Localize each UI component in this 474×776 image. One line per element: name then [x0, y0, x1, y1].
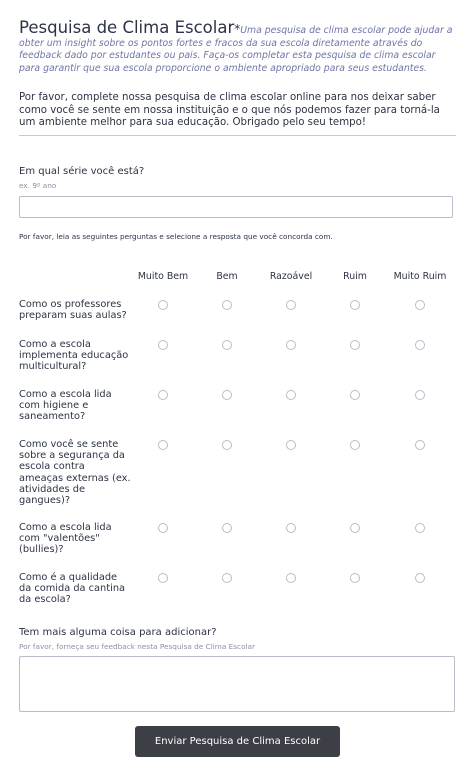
radio-muito-ruim[interactable]: [415, 573, 425, 583]
matrix-row-label: Como a escola lida com "valentões" (bullies)?: [19, 522, 112, 556]
matrix-row-label: Como os professores preparam suas aulas?: [19, 299, 127, 322]
column-header-razoavel: Razoável: [269, 271, 313, 282]
radio-bem[interactable]: [222, 390, 232, 400]
radio-ruim[interactable]: [350, 573, 360, 583]
feedback-question-sublabel: Por favor, forneça seu feedback nesta Pesquisa de Clima Escolar: [19, 642, 256, 651]
form-header: [19, 18, 456, 130]
matrix-row-label: Como é a qualidade da comida da cantina da escola?: [19, 572, 126, 606]
radio-muito-ruim[interactable]: [415, 340, 425, 350]
radio-muito-bem[interactable]: [158, 523, 168, 533]
radio-muito-bem[interactable]: [158, 300, 168, 310]
radio-muito-ruim[interactable]: [415, 440, 425, 450]
radio-ruim[interactable]: [350, 300, 360, 310]
radio-ruim[interactable]: [350, 523, 360, 533]
grade-question-label: Em qual série você está?: [19, 166, 145, 177]
radio-razoavel[interactable]: [286, 440, 296, 450]
radio-bem[interactable]: [222, 523, 232, 533]
radio-razoavel[interactable]: [286, 523, 296, 533]
radio-muito-bem[interactable]: [158, 390, 168, 400]
column-header-ruim: Ruim: [343, 271, 367, 282]
radio-muito-ruim[interactable]: [415, 523, 425, 533]
radio-muito-bem[interactable]: [158, 340, 168, 350]
column-header-bem: Bem: [216, 271, 238, 282]
required-star: *: [234, 22, 241, 36]
radio-razoavel[interactable]: [286, 573, 296, 583]
radio-ruim[interactable]: [350, 390, 360, 400]
matrix-instructions: Por favor, leia as seguintes perguntas e selecione a resposta que você concorda com.: [19, 232, 333, 241]
title-block: [19, 18, 456, 75]
radio-razoavel[interactable]: [286, 390, 296, 400]
feedback-question-label: Tem mais alguma coisa para adicionar?: [19, 627, 217, 638]
feedback-textarea[interactable]: [19, 656, 455, 712]
column-header-muito-bem: Muito Bem: [137, 271, 189, 282]
radio-bem[interactable]: [222, 440, 232, 450]
matrix-row-label: Como a escola implementa educação multicultural?: [19, 339, 129, 373]
radio-bem[interactable]: [222, 573, 232, 583]
radio-muito-ruim[interactable]: [415, 390, 425, 400]
radio-muito-bem[interactable]: [158, 440, 168, 450]
grade-input[interactable]: [19, 196, 453, 218]
radio-bem[interactable]: [222, 300, 232, 310]
submit-button[interactable]: Enviar Pesquisa de Clima Escolar: [135, 726, 340, 757]
column-header-muito-ruim: Muito Ruim: [393, 271, 447, 282]
radio-razoavel[interactable]: [286, 340, 296, 350]
header-divider: [19, 135, 456, 136]
form-title: Pesquisa de Clima Escolar: [19, 18, 235, 37]
matrix-row-label: Como você se sente sobre a segurança da escola contra ameaças externas (ex. atividades de gangues)?: [19, 439, 131, 507]
radio-muito-bem[interactable]: [158, 573, 168, 583]
radio-razoavel[interactable]: [286, 300, 296, 310]
radio-ruim[interactable]: [350, 440, 360, 450]
matrix-row-label: Como a escola lida com higiene e saneamento?: [19, 389, 112, 423]
radio-muito-ruim[interactable]: [415, 300, 425, 310]
form-subtitle: Uma pesquisa de clima escolar pode ajudar a obter um insight sobre os pontos fortes e fracos da sua escola diretamente através do feedback dado por estudantes ou pais. Faça-os completar esta pesquisa de clima escolar para garantir que sua escola proporcione o ambiente apropriado para seus estudantes.: [19, 25, 453, 74]
radio-ruim[interactable]: [350, 340, 360, 350]
form-intro: Por favor, complete nossa pesquisa de clima escolar online para nos deixar saber como você se sente em nossa instituição e o que nós podemos fazer para torná-la um ambiente melhor para sua educação. Obrigado pelo seu tempo!: [19, 92, 440, 129]
radio-bem[interactable]: [222, 340, 232, 350]
grade-question-sublabel: ex. 9º ano: [19, 181, 57, 190]
